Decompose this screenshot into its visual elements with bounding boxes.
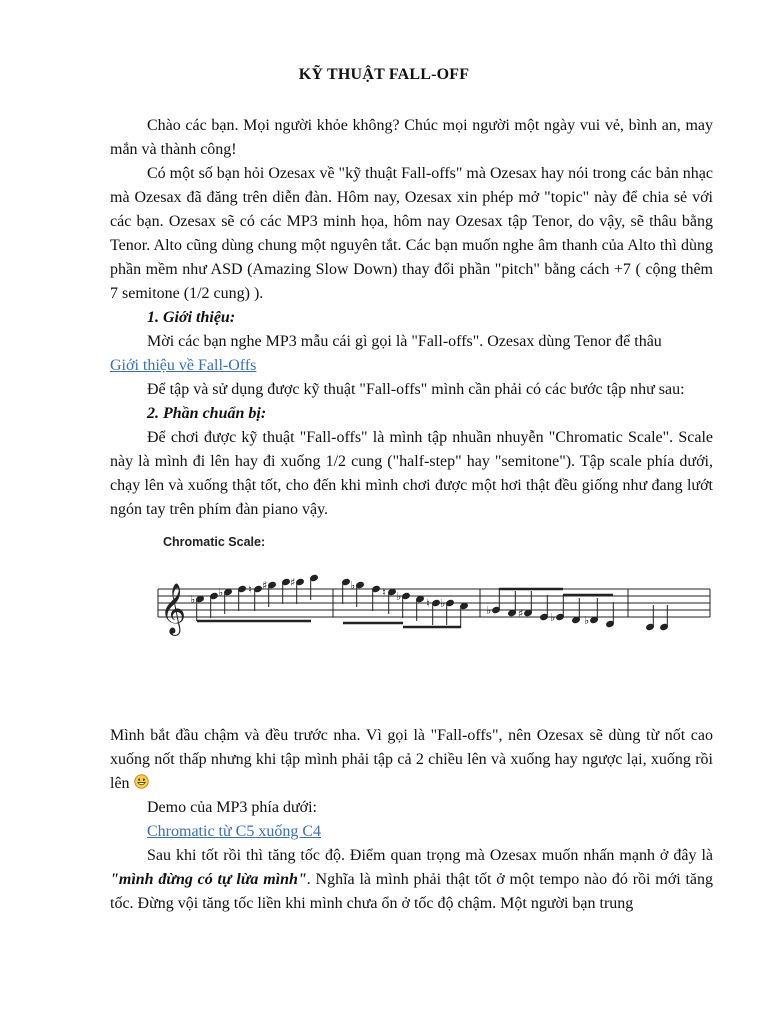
accidental-icon: ♭	[486, 604, 492, 617]
accidental-icon: ♭	[350, 579, 356, 592]
accidental-icon: ♮	[248, 583, 252, 596]
demo-label: Demo của MP3 phía dưới:	[147, 799, 317, 816]
section1-paragraph-1: Mời các bạn nghe MP3 mẫu cái gì gọi là "Fall-offs". Ozesax dùng Tenor để thâu	[147, 333, 662, 350]
accidental-icon: ♯	[518, 607, 524, 620]
accidental-icon: ♮	[382, 586, 386, 599]
section-heading-preparation: 2. Phần chuẩn bị:	[147, 405, 267, 422]
accidental-icon: ♯	[262, 579, 268, 592]
accidental-icon: ♭	[190, 593, 196, 606]
section1-link-line	[110, 354, 713, 378]
page-title: KỸ THUẬT FALL-OFF	[298, 66, 470, 83]
section1-paragraph-2: Để tập và sử dụng được kỹ thuật "Fall-offs" mình cần phải có các bước tập như sau:	[147, 381, 685, 398]
practice-p2-end: . Nghĩa là mình phải thật tốt ở một tempo nào đó rồi mới tăng tốc. Đừng vội tăng tốc liền khi mình chưa ổn ở tốc độ chậm. Một người bạn trung	[110, 871, 713, 912]
section-heading-intro: 1. Giới thiệu:	[147, 309, 236, 326]
practice-text: Mình bắt đầu chậm và đều trước nha. Vì gọi là "Fall-offs", nên Ozesax sẽ dùng từ nốt cao xuống nốt thấp nhưng khi tập mình phải tập cả 2 chiều lên và xuống hay ngược lại, xuống rồi lên	[110, 727, 713, 792]
accidental-icon: ♭	[550, 611, 556, 624]
chromatic-demo-link[interactable]: Chromatic từ C5 xuống C4	[147, 823, 321, 840]
accidental-icon: ♭	[584, 614, 590, 627]
intro-paragraph-2: Có một số bạn hỏi Ozesax về "kỹ thuật Fall-offs" mà Ozesax hay nói trong các bản nhạc mà Ozesax đã đăng trên diễn đàn. Hôm nay, Ozesax xin phép mở "topic" này để chia sẻ với các bạn. Ozesax sẽ có các MP3 minh họa, hôm nay Ozesax tập Tenor, do vậy, sẽ thâu bằng Tenor. Alto cũng dùng chung một nguyên tắt. Các bạn muốn nghe âm thanh của Alto thì dùng phần mềm như ASD (Amazing Slow Down) thay đổi phần "pitch" bằng cách +7 ( cộng thêm 7 semitone (1/2 cung) ).	[110, 165, 713, 302]
music-staff-image	[150, 561, 720, 639]
accidental-icon: ♮	[426, 597, 430, 610]
grin-emoji-icon	[134, 774, 149, 789]
treble-clef-icon: 𝄞	[160, 583, 187, 634]
emphasis-phrase: "mình đừng có tự lừa mình"	[110, 871, 307, 888]
practice-paragraph-1	[110, 724, 713, 796]
accidental-icon: ♭	[396, 590, 402, 603]
intro-paragraph-1: Chào các bạn. Mọi người khỏe không? Chúc mọi người một ngày vui vẻ, bình an, may mắn và thành công!	[110, 117, 713, 158]
content-top	[110, 114, 713, 522]
accidental-icon: ♭	[440, 597, 446, 610]
content-bottom	[110, 724, 713, 916]
demo-link-line	[110, 820, 713, 844]
chromatic-scale-figure	[150, 533, 720, 643]
figure-label: Chromatic Scale:	[163, 535, 266, 549]
practice-paragraph-2	[110, 844, 713, 916]
accidental-icon: ♯	[290, 576, 296, 589]
accidental-icon: ♭	[218, 586, 224, 599]
section2-paragraph-1: Để chơi được kỹ thuật "Fall-offs" là mình tập nhuần nhuyễn "Chromatic Scale". Scale này là mình đi lên hay đi xuống 1/2 cung ("half-step" hay "semitone"). Tập scale phía dưới, chạy lên và xuống thật tốt, cho đến khi mình chơi được một hơi thật đều giống như đang lướt ngón tay trên phím đàn piano vậy.	[110, 429, 713, 518]
fall-offs-intro-link[interactable]: Giới thiệu về Fall-Offs	[110, 357, 257, 374]
practice-p2-start: Sau khi tốt rồi thì tăng tốc độ. Điểm quan trọng mà Ozesax muốn nhấn mạnh ở đây là	[147, 847, 713, 864]
